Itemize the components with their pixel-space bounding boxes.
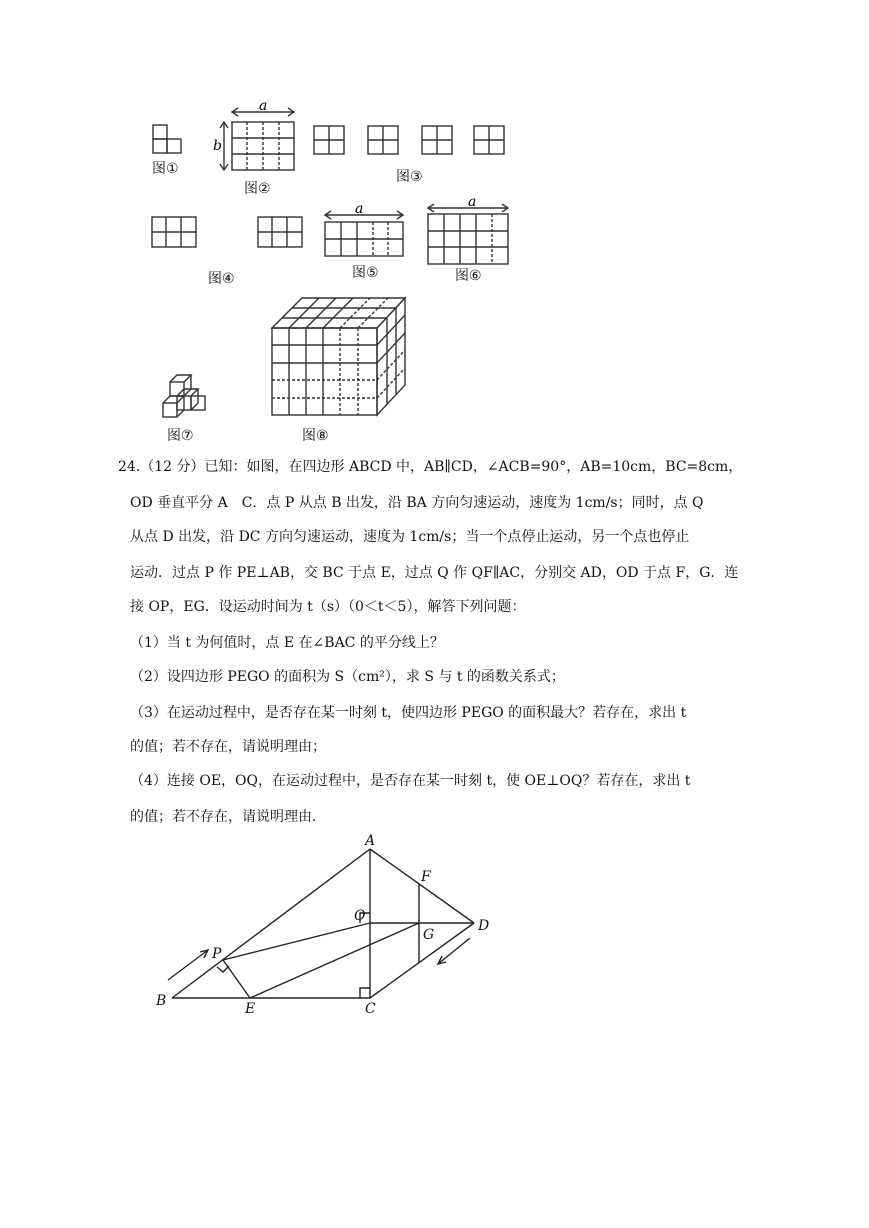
problem-line-5: 接 OP，EG．设运动时间为 t（s）（0＜t＜5），解答下列问题：: [130, 599, 526, 615]
caption-figure-6: 图⑥: [455, 268, 482, 284]
segment-AD: [370, 849, 474, 923]
caption-figure-2: 图②: [244, 181, 271, 197]
dim-b-fig2: b: [213, 138, 222, 154]
label-O: O: [354, 908, 366, 924]
question-4-line-1: （4）连接 OE，OQ，在运动过程中，是否存在某一时刻 t，使 OE⊥OQ？若存在，求出 t: [130, 773, 691, 789]
question-1: （1）当 t 为何值时，点 E 在∠BAC 的平分线上？: [130, 635, 444, 651]
question-3-line-2: 的值；若不存在，请说明理由；: [130, 739, 326, 755]
right-angle-C: [360, 988, 370, 998]
segment-CD: [370, 923, 474, 998]
label-P: P: [212, 946, 222, 962]
dim-a-fig5: a: [355, 201, 364, 217]
label-E: E: [245, 1001, 256, 1017]
label-B: B: [156, 993, 167, 1009]
caption-figure-4: 图④: [208, 271, 235, 287]
problem-line-3: 从点 D 出发，沿 DC 方向匀速运动，速度为 1cm/s；当一个点停止运动，另一个点也停止: [130, 529, 690, 545]
question-4-line-2: 的值；若不存在，请说明理由．: [130, 809, 326, 825]
caption-figure-5: 图⑤: [352, 265, 379, 281]
caption-figure-1: 图①: [152, 161, 179, 177]
segment-EG: [250, 923, 419, 998]
label-F: F: [421, 869, 431, 885]
right-angle-P: [217, 966, 229, 972]
caption-figure-7: 图⑦: [167, 428, 194, 444]
problem-header: 24.（12 分）已知：如图，在四边形 ABCD 中，AB∥CD，∠ACB=90°，AB=10cm，BC=8cm，: [118, 459, 743, 475]
label-A: A: [365, 833, 376, 849]
problem-line-4: 运动．过点 P 作 PE⊥AB，交 BC 于点 E，过点 Q 作 QF∥AC，分别交 AD，OD 于点 F，G．连: [130, 565, 739, 581]
question-3-line-1: （3）在运动过程中，是否存在某一时刻 t，使四边形 PEGO 的面积最大？若存在，求出 t: [130, 705, 687, 721]
segment-PE: [223, 960, 250, 998]
label-C: C: [365, 1001, 376, 1017]
arrow-Q: [438, 938, 470, 964]
caption-figure-8: 图⑧: [302, 428, 329, 444]
label-G: G: [423, 927, 435, 943]
dim-a-fig2: a: [259, 98, 268, 114]
segment-BA: [172, 849, 370, 998]
problem-line-2: OD 垂直平分 A C．点 P 从点 B 出发，沿 BA 方向匀速运动，速度为 1cm/s；同时，点 Q: [130, 495, 704, 511]
question-2: （2）设四边形 PEGO 的面积为 S（cm²），求 S 与 t 的函数关系式；: [130, 669, 565, 685]
caption-figure-3: 图③: [396, 169, 423, 185]
dim-a-fig6: a: [468, 194, 477, 210]
label-D: D: [478, 918, 490, 934]
